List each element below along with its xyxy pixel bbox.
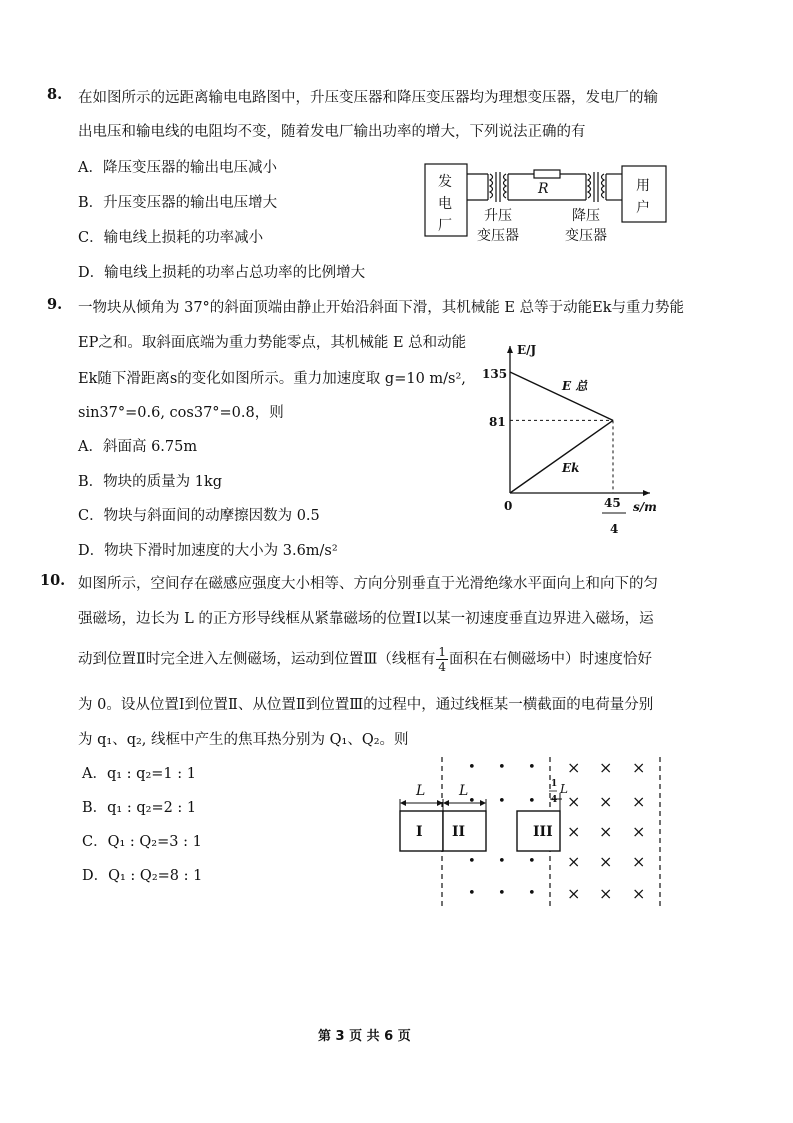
plant-char-2: 电 [438, 196, 452, 212]
q9-option-b: B．物块的质量为 1kg [78, 474, 223, 490]
q10-option-a: A．q₁ : q₂=1 : 1 [82, 766, 196, 782]
q8-option-b: B．升压变压器的输出电压增大 [78, 195, 278, 211]
field-cross-down: × [567, 852, 581, 871]
q10-stem-line4: 为 0。设从位置Ⅰ到位置Ⅱ、从位置Ⅱ到位置Ⅲ的过程中，通过线框某一横截面的电荷量分别 [78, 697, 654, 713]
field-dot-up: • [498, 794, 506, 809]
step-down-label-2: 变压器 [565, 228, 607, 244]
origin-label: 0 [504, 499, 513, 513]
user-char-2: 户 [636, 200, 650, 216]
field-dot-up: • [528, 794, 536, 809]
plant-char-1: 发 [438, 174, 452, 190]
y-axis-label: E/J [517, 343, 537, 357]
q10-option-d: D．Q₁ : Q₂=8 : 1 [82, 868, 203, 884]
q9-option-c: C．物块与斜面间的动摩擦因数为 0.5 [78, 508, 320, 524]
position-label-1: I [416, 824, 423, 840]
quarter-denominator: 4 [551, 795, 558, 805]
q10-option-b: B．q₁ : q₂=2 : 1 [82, 800, 197, 816]
resistor [534, 170, 560, 178]
field-cross-down: × [632, 758, 646, 777]
field-cross-down: × [599, 792, 613, 811]
step-up-label-2: 变压器 [477, 228, 519, 244]
field-cross-down: × [567, 822, 581, 841]
q8-stem-line2: 出电压和输电线的电阻均不变，随着发电厂输出功率的增大，下列说法正确的有 [78, 124, 586, 140]
x-tick-numerator: 45 [604, 496, 621, 510]
q10-line3-part2: 面积在右侧磁场中）时速度恰好 [448, 651, 652, 668]
field-cross-down: × [632, 884, 646, 903]
field-dot-up: • [498, 760, 506, 775]
series-label-e-total: E 总 [562, 379, 588, 393]
field-cross-down: × [599, 822, 613, 841]
q9-stem-line1: 一物块从倾角为 37°的斜面顶端由静止开始沿斜面下滑，其机械能 E 总等于动能Ek与重力势能 [78, 300, 684, 316]
plant-char-3: 厂 [438, 218, 452, 234]
field-cross-down: × [632, 792, 646, 811]
step-up-label-1: 升压 [484, 208, 512, 224]
x-axis-label: s/m [633, 500, 657, 514]
q10-line3-part1: 动到位置Ⅱ时完全进入左侧磁场，运动到位置Ⅲ（线框有 [78, 651, 436, 668]
q9-option-d: D．物块下滑时加速度的大小为 3.6m/s² [78, 543, 338, 559]
q10-option-c: C．Q₁ : Q₂=3 : 1 [82, 834, 202, 850]
q8-stem-line1: 在如图所示的远距离输电电路图中，升压变压器和降压变压器均为理想变压器，发电厂的输 [78, 90, 658, 106]
field-dot-up: • [498, 854, 506, 869]
series-label-ek: Ek [562, 461, 580, 475]
position-label-3: III [533, 824, 553, 840]
field-cross-down: × [567, 792, 581, 811]
field-cross-down: × [567, 884, 581, 903]
field-cross-down: × [567, 758, 581, 777]
y-tick-81: 81 [489, 415, 506, 429]
field-dot-up: • [528, 886, 536, 901]
field-dot-up: • [528, 760, 536, 775]
q10-stem-line3 [78, 646, 652, 673]
q8-option-a: A．降压变压器的输出电压减小 [78, 160, 277, 176]
q8-option-d: D．输电线上损耗的功率占总功率的比例增大 [78, 265, 366, 281]
q8-circuit-diagram [420, 158, 690, 250]
user-char-1: 用 [636, 178, 650, 194]
q9-energy-chart [480, 338, 680, 538]
position-label-2: II [452, 824, 466, 840]
length-label-quarter: L [560, 782, 568, 796]
x-tick-denominator: 4 [610, 522, 619, 536]
field-dot-up: • [498, 886, 506, 901]
length-label-2: L [459, 783, 469, 799]
quarter-numerator: 1 [551, 779, 558, 789]
page-footer: 第 3 页 共 6 页 [318, 1029, 411, 1044]
q10-number: 10. [40, 572, 66, 589]
q8-option-c: C．输电线上损耗的功率减小 [78, 230, 264, 246]
q9-stem-line4: sin37°=0.6, cos37°=0.8，则 [78, 405, 284, 421]
field-cross-down: × [599, 758, 613, 777]
q9-number: 9. [47, 296, 63, 313]
field-cross-down: × [632, 852, 646, 871]
field-dot-up: • [468, 794, 476, 809]
field-dot-up: • [468, 854, 476, 869]
fraction-denominator: 4 [438, 660, 446, 674]
q10-magnetic-field-diagram [390, 755, 690, 915]
step-down-label-1: 降压 [572, 208, 600, 224]
q10-stem-line5: 为 q₁、q₂, 线框中产生的焦耳热分别为 Q₁、Q₂。则 [78, 732, 409, 748]
q10-fraction-quarter [436, 646, 448, 673]
q10-stem-line2: 强磁场，边长为 L 的正方形导线框从紧靠磁场的位置Ⅰ以某一初速度垂直边界进入磁场，运 [78, 611, 654, 627]
resistor-label: R [538, 181, 549, 197]
x-axis-arrow [643, 490, 650, 496]
field-dot-up: • [468, 886, 476, 901]
q8-number: 8. [47, 86, 63, 103]
y-axis-arrow [507, 346, 513, 353]
series-line-ek [510, 420, 613, 493]
q9-stem-line3: Ek随下滑距离s的变化如图所示。重力加速度取 g=10 m/s², [78, 371, 466, 387]
field-cross-down: × [599, 852, 613, 871]
field-cross-down: × [632, 822, 646, 841]
field-dot-up: • [528, 854, 536, 869]
q9-option-a: A．斜面高 6.75m [78, 439, 198, 455]
field-cross-down: × [599, 884, 613, 903]
fraction-numerator: 1 [438, 645, 446, 659]
q9-stem-line2: EP之和。取斜面底端为重力势能零点，其机械能 E 总和动能 [78, 335, 467, 351]
q10-stem-line1: 如图所示，空间存在磁感应强度大小相等、方向分别垂直于光滑绝缘水平面向上和向下的匀 [78, 576, 658, 592]
length-label-1: L [416, 783, 426, 799]
y-tick-135: 135 [482, 367, 508, 381]
field-dot-up: • [468, 760, 476, 775]
